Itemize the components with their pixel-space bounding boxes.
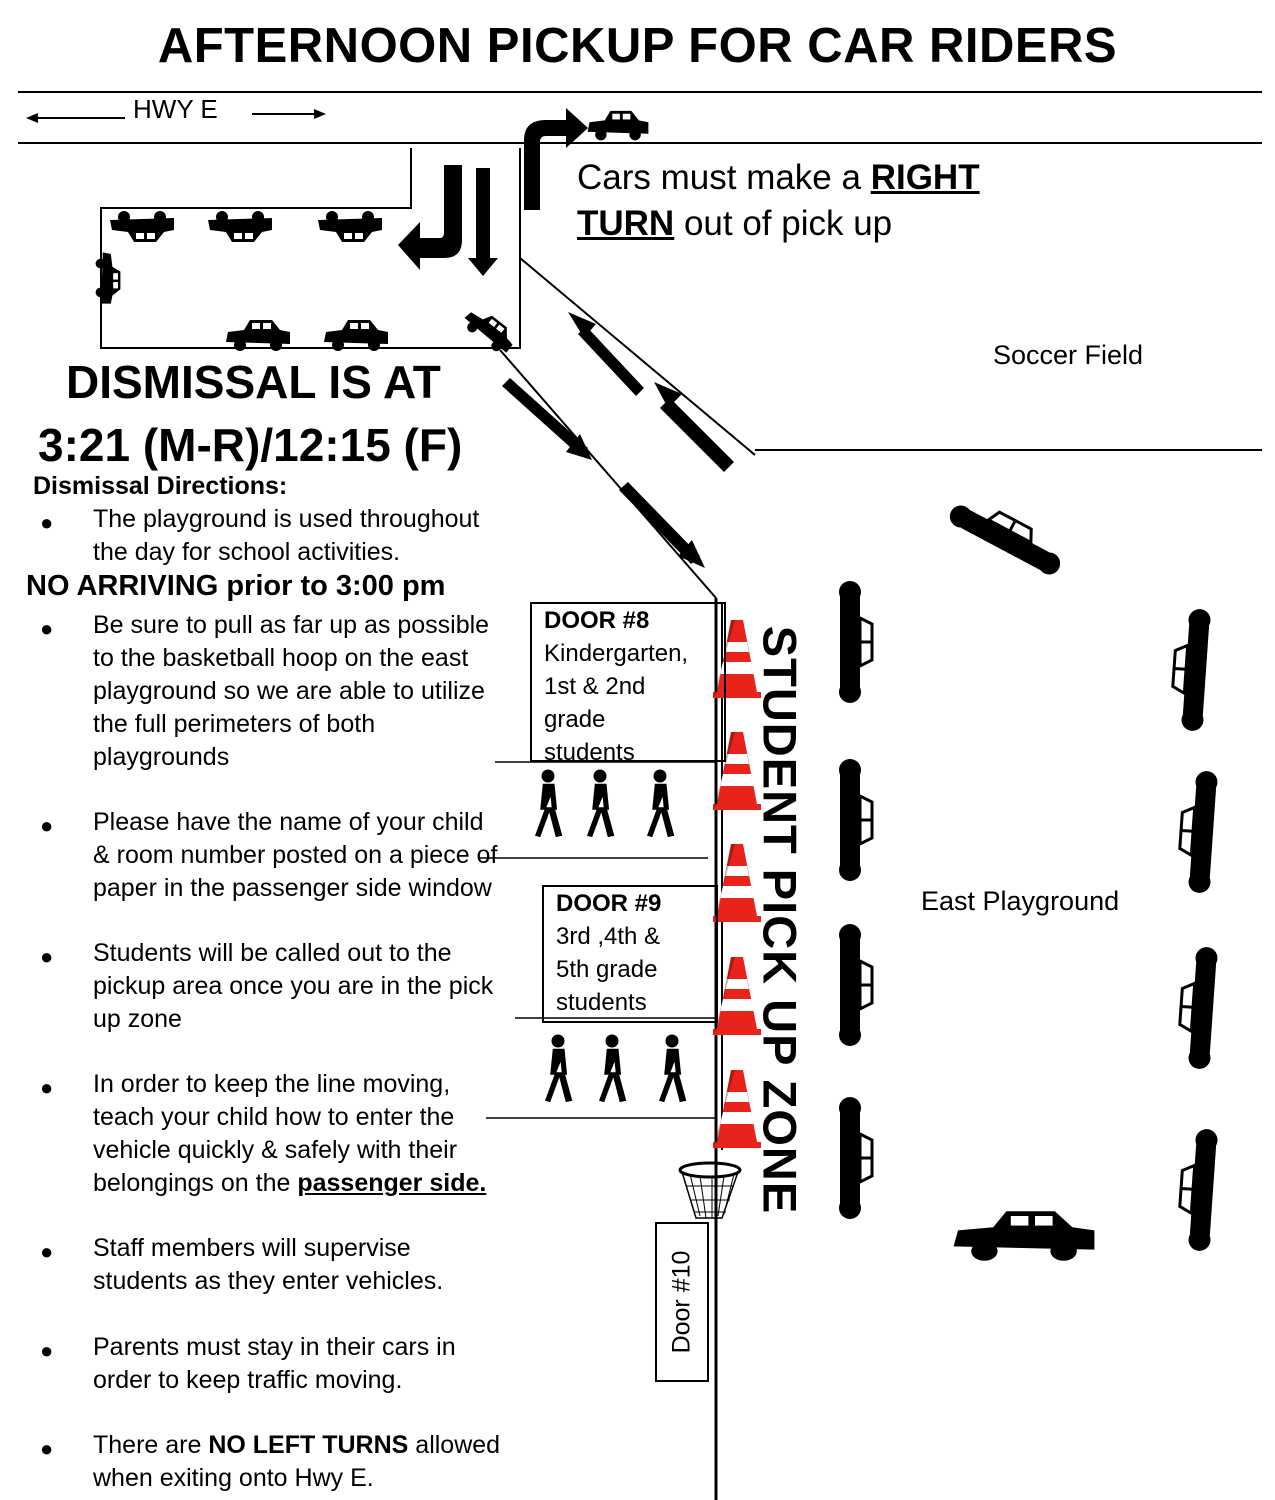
direction-line: Parents must stay in their cars in <box>93 1333 456 1361</box>
car-entering-lot-icon <box>460 303 519 357</box>
direction-line: & room number posted on a piece of <box>93 841 498 869</box>
passenger-side-emphasis: passenger side. <box>297 1169 487 1197</box>
waiting-car-icon <box>839 759 872 881</box>
direction-line: order to keep traffic moving. <box>93 1366 403 1394</box>
enter-down-arrow-icon <box>468 168 498 276</box>
bullet-icon: ● <box>40 1338 54 1363</box>
bullet-icon: ● <box>40 1436 54 1461</box>
parked-car-icon <box>110 211 174 242</box>
waiting-car-icon <box>839 581 872 703</box>
door-8-box <box>530 602 726 766</box>
door-9-title: DOOR #9 <box>556 890 662 917</box>
door-8-line: grade <box>544 706 606 733</box>
basketball-hoop-icon <box>680 1163 740 1218</box>
direction-item <box>93 1429 500 1495</box>
direction-line <box>93 1167 486 1200</box>
exit-instruction-emphasis-line2: TURN <box>577 204 675 243</box>
hwy-left-arrow-icon <box>26 113 125 123</box>
playground-car-icon <box>954 1211 1095 1261</box>
page-title: AFTERNOON PICKUP FOR CAR RIDERS <box>157 19 1118 73</box>
direction-item <box>93 1331 456 1397</box>
waiting-car-icon <box>1177 1128 1218 1252</box>
waiting-car-icon <box>1177 946 1218 1070</box>
bullet-icon: ● <box>40 813 54 838</box>
door-8-line: Kindergarten, <box>544 640 689 667</box>
direction-line: the full perimeters of both <box>93 710 376 738</box>
directions-heading: Dismissal Directions: <box>33 472 288 500</box>
enter-left-turn-arrow-icon <box>398 165 462 270</box>
no-left-prefix: There are <box>93 1431 209 1459</box>
dismissal-time-value: 3:21 (M-R)/12:15 (F) <box>38 419 463 471</box>
exit-instruction-prefix: Cars must make a <box>577 158 871 197</box>
parked-car-icon <box>324 320 388 351</box>
direction-item <box>93 609 489 774</box>
direction-line: playground so we are able to utilize <box>93 677 485 705</box>
dismissal-time-heading: DISMISSAL IS AT <box>66 356 441 408</box>
exit-instruction-suffix: out of pick up <box>674 204 893 243</box>
door-9-line: students <box>556 989 647 1016</box>
direction-line: students as they enter vehicles. <box>93 1267 444 1295</box>
bullet-icon: ● <box>40 510 54 535</box>
soccer-field-label: Soccer Field <box>993 340 1144 370</box>
walking-student-icon <box>647 770 674 838</box>
direction-line: when exiting onto Hwy E. <box>93 1464 374 1492</box>
door-10-box <box>655 1222 709 1382</box>
door-8-title: DOOR #8 <box>544 607 650 634</box>
no-arriving-notice: NO ARRIVING prior to 3:00 pm <box>26 570 446 602</box>
turning-car-icon <box>946 492 1069 578</box>
direction-line: to the basketball hoop on the east <box>93 644 469 672</box>
parked-car-icon <box>318 211 382 242</box>
east-playground-label: East Playground <box>921 886 1120 916</box>
door-9-line: 5th grade <box>556 956 658 983</box>
bullet-icon: ● <box>40 1239 54 1264</box>
belongings-prefix: belongings on the <box>93 1169 298 1197</box>
waiting-car-icon <box>839 924 872 1046</box>
exiting-car-icon <box>588 111 649 140</box>
direction-line: Staff members will supervise <box>93 1234 411 1262</box>
no-left-turns-emphasis: NO LEFT TURNS <box>208 1431 409 1459</box>
parked-car-icon <box>226 320 290 351</box>
direction-line: In order to keep the line moving, <box>93 1070 451 1098</box>
driveway-in-arrow-icon <box>502 378 592 460</box>
walking-student-icon <box>545 1035 572 1103</box>
waiting-car-icon <box>839 1097 872 1219</box>
bullet-icon: ● <box>40 616 54 641</box>
door-10-label: Door #10 <box>667 1250 696 1354</box>
door-9-line: 3rd ,4th & <box>556 923 661 950</box>
exit-instruction <box>577 155 1047 247</box>
direction-line: playgrounds <box>93 743 230 771</box>
driveway-out-arrow-icon <box>568 312 644 396</box>
parked-car-icon <box>208 211 272 242</box>
door-8-line: students <box>544 739 635 766</box>
hwy-right-arrow-icon <box>252 109 326 119</box>
walking-student-icon <box>535 770 562 838</box>
walking-student-icon <box>599 1035 626 1103</box>
student-pickup-zone-label: STUDENT PICK UP ZONE <box>753 625 807 1215</box>
direction-line: The playground is used throughout <box>93 505 480 533</box>
direction-item <box>93 1068 486 1200</box>
walking-student-icon <box>587 770 614 838</box>
bullet-icon: ● <box>40 944 54 969</box>
door-9-box <box>542 885 718 1023</box>
driveway-in-arrow-icon <box>619 482 705 568</box>
direction-item <box>93 937 493 1036</box>
direction-line: teach your child how to enter the <box>93 1103 455 1131</box>
direction-line <box>93 1429 500 1462</box>
direction-line: Please have the name of your child <box>93 808 484 836</box>
parked-car-icon <box>96 252 121 303</box>
door-8-line: 1st & 2nd <box>544 673 646 700</box>
driveway-south-edge <box>500 350 716 598</box>
direction-item <box>93 1232 443 1298</box>
direction-item <box>93 503 479 569</box>
waiting-car-icon <box>1170 608 1211 732</box>
direction-line: paper in the passenger side window <box>93 874 492 902</box>
exit-instruction-emphasis-line1: RIGHT <box>870 158 980 197</box>
direction-item <box>93 806 497 905</box>
bullet-icon: ● <box>40 1075 54 1100</box>
direction-line: Be sure to pull as far up as possible <box>93 611 490 639</box>
direction-line: vehicle quickly & safely with their <box>93 1136 458 1164</box>
direction-line: Students will be called out to the <box>93 939 452 967</box>
walking-student-icon <box>659 1035 686 1103</box>
highway-label: HWY E <box>133 94 218 124</box>
waiting-car-icon <box>1177 770 1218 894</box>
no-left-suffix: allowed <box>408 1431 501 1459</box>
direction-line: the day for school activities. <box>93 538 401 566</box>
direction-line: up zone <box>93 1005 182 1033</box>
direction-line: pickup area once you are in the pick <box>93 972 494 1000</box>
